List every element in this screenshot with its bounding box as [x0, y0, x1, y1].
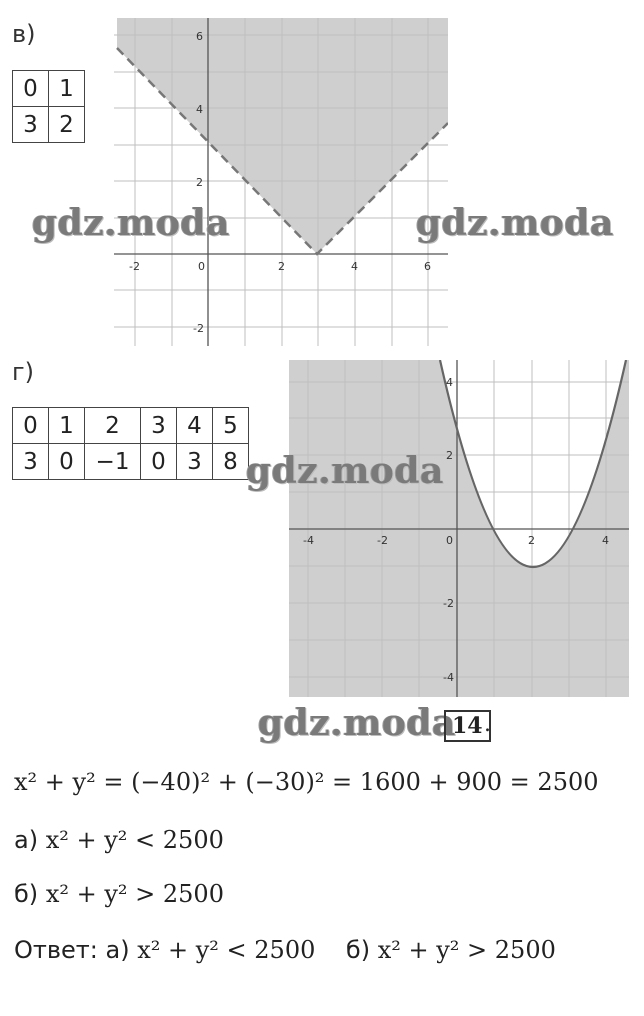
y-tick-label: 6 [196, 30, 203, 43]
x-tick-label: -4 [303, 534, 314, 547]
equation-b-expression: x² + y² > 2500 [45, 880, 224, 908]
watermark: gdz.moda [32, 202, 230, 244]
watermark: gdz.moda [416, 202, 614, 244]
x-tick-label: -2 [377, 534, 388, 547]
equation-b-prefix: б) [14, 880, 39, 908]
table-cell: 0 [13, 408, 49, 444]
table-cell: 1 [49, 408, 85, 444]
y-tick-label: 4 [446, 376, 453, 389]
x-tick-label: 0 [198, 260, 205, 273]
table-cell: 0 [13, 71, 49, 107]
x-tick-label: 2 [528, 534, 535, 547]
x-tick-label: 0 [446, 534, 453, 547]
answer-b-prefix: б) [345, 936, 371, 964]
table-cell: 2 [49, 107, 85, 143]
x-tick-label: -2 [129, 260, 140, 273]
watermark: gdz.moda [246, 450, 444, 492]
table-cell: 8 [213, 444, 249, 480]
equation-b [14, 880, 224, 908]
table-cell: 0 [49, 444, 85, 480]
equation-a-expression: x² + y² < 2500 [45, 826, 224, 854]
table-cell: 3 [13, 444, 49, 480]
table-cell: 0 [141, 444, 177, 480]
answer-b-expression: x² + y² > 2500 [377, 936, 556, 964]
x-tick-label: 6 [424, 260, 431, 273]
graph-g [289, 360, 629, 697]
answer-line [14, 936, 556, 964]
y-tick-label: -4 [443, 671, 454, 684]
equation-a-prefix: а) [14, 826, 39, 854]
x-tick-label: 4 [351, 260, 358, 273]
task-number-dot: . [484, 712, 491, 737]
table-cell: 5 [213, 408, 249, 444]
equation-main: x² + y² = (−40)² + (−30)² = 1600 + 900 = 2500 [14, 768, 599, 796]
watermark: gdz.moda [258, 702, 456, 744]
y-tick-label: -2 [443, 597, 454, 610]
x-tick-label: 4 [602, 534, 609, 547]
graph-v [114, 18, 448, 346]
x-tick-label: 2 [278, 260, 285, 273]
task-number: 14 [444, 710, 491, 742]
part-g-table [12, 407, 249, 480]
y-tick-label: 2 [196, 176, 203, 189]
part-g-label: г) [12, 358, 34, 386]
part-v-label: в) [12, 20, 36, 48]
answer-a-expression: x² + y² < 2500 [137, 936, 316, 964]
part-v-table [12, 70, 85, 143]
answer-label: Ответ: [14, 936, 98, 964]
y-tick-label: -2 [193, 322, 204, 335]
table-cell: 1 [49, 71, 85, 107]
table-cell: 3 [177, 444, 213, 480]
answer-a-prefix: а) [105, 936, 130, 964]
y-tick-label: 2 [446, 449, 453, 462]
table-cell: 2 [85, 408, 141, 444]
table-cell: 3 [141, 408, 177, 444]
y-tick-label: 4 [196, 103, 203, 116]
equation-a [14, 826, 224, 854]
table-cell: 4 [177, 408, 213, 444]
table-cell: −1 [85, 444, 141, 480]
table-cell: 3 [13, 107, 49, 143]
